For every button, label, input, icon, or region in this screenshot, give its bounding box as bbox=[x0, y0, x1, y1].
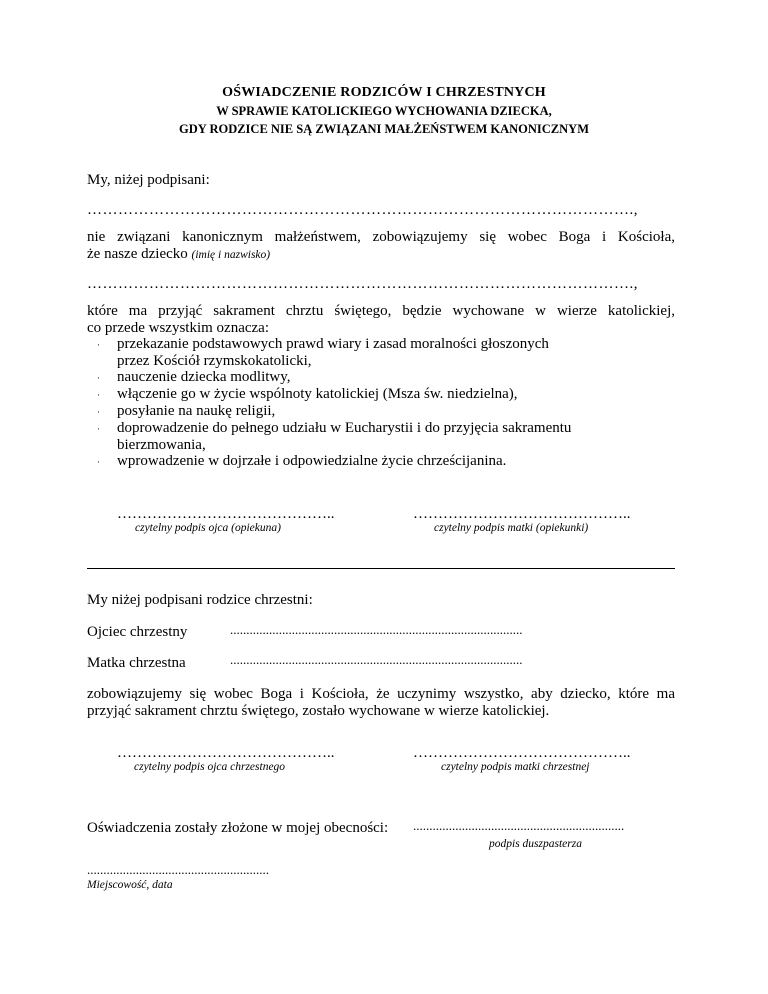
place-date-line: ........................................................ bbox=[87, 862, 269, 877]
list-item: włączenie go w życie wspólnoty katolickiej (Msza św. niedzielna), bbox=[117, 386, 518, 402]
priest-signature-label: podpis duszpasterza bbox=[489, 838, 582, 850]
paragraph-2-line-1: które ma przyjąć sakrament chrztu świętego, będzie wychowane w wierze katolickiej, bbox=[87, 303, 675, 319]
godfather-dotted-line: .......................................................................................... bbox=[230, 622, 523, 637]
list-item: doprowadzenie do pełnego udziału w Eucharystii i do przyjęcia sakramentu bbox=[117, 420, 572, 436]
list-item: przez Kościół rzymskokatolicki, bbox=[117, 353, 312, 369]
title-line-1: OŚWIADCZENIE RODZICÓW I CHRZESTNYCH bbox=[222, 85, 546, 100]
godmother-signature-line: …………………………………….. bbox=[413, 745, 631, 761]
bullet-3: · bbox=[97, 390, 100, 400]
dotted-line-child: ……………………………………………………………………………………………., bbox=[87, 276, 638, 292]
priest-signature-line: ................................................................. bbox=[413, 818, 625, 833]
list-item: posyłanie na naukę religii, bbox=[117, 403, 276, 419]
godparents-intro: My niżej podpisani rodzice chrzestni: bbox=[87, 592, 313, 608]
bullet-2: · bbox=[97, 373, 100, 383]
paragraph-1-text: że nasze dziecko bbox=[87, 246, 188, 262]
list-item: nauczenie dziecka modlitwy, bbox=[117, 369, 291, 385]
paragraph-1-line-2 bbox=[87, 246, 270, 263]
godfather-label: Ojciec chrzestny bbox=[87, 624, 188, 640]
godmother-label: Matka chrzestna bbox=[87, 655, 186, 671]
dotted-line-names: ……………………………………………………………………………………………., bbox=[87, 202, 638, 218]
child-name-note: (imię i nazwisko) bbox=[191, 249, 271, 261]
father-signature-line: …………………………………….. bbox=[117, 506, 335, 522]
bullet-1: · bbox=[97, 340, 100, 350]
bullet-5: · bbox=[97, 424, 100, 434]
godmother-signature-label: czytelny podpis matki chrzestnej bbox=[441, 761, 590, 773]
section-divider bbox=[87, 568, 675, 569]
bullet-6: · bbox=[97, 457, 100, 467]
list-item: przekazanie podstawowych prawd wiary i zasad moralności głoszonych bbox=[117, 336, 549, 352]
godfather-signature-line: …………………………………….. bbox=[117, 745, 335, 761]
mother-signature-label: czytelny podpis matki (opiekunki) bbox=[434, 522, 589, 534]
bullet-4: · bbox=[97, 407, 100, 417]
father-signature-label: czytelny podpis ojca (opiekuna) bbox=[135, 522, 281, 534]
list-item: bierzmowania, bbox=[117, 437, 206, 453]
paragraph-1-line-1: nie związani kanonicznym małżeństwem, zobowiązujemy się wobec Boga i Kościoła, bbox=[87, 229, 675, 245]
godmother-dotted-line: .......................................................................................... bbox=[230, 652, 523, 667]
presence-text: Oświadczenia zostały złożone w mojej obecności: bbox=[87, 820, 389, 836]
paragraph-3-line-2: przyjąć sakrament chrztu świętego, zostało wychowane w wierze katolickiej. bbox=[87, 703, 550, 719]
paragraph-2-line-2: co przede wszystkim oznacza: bbox=[87, 320, 269, 336]
intro-text: My, niżej podpisani: bbox=[87, 172, 210, 188]
title-line-3: GDY RODZICE NIE SĄ ZWIĄZANI MAŁŻEŃSTWEM KANONICZNYM bbox=[179, 122, 589, 136]
mother-signature-line: …………………………………….. bbox=[413, 506, 631, 522]
place-date-label: Miejscowość, data bbox=[87, 879, 173, 891]
list-item: wprowadzenie w dojrzałe i odpowiedzialne życie chrześcijanina. bbox=[117, 453, 507, 469]
title-line-2: W SPRAWIE KATOLICKIEGO WYCHOWANIA DZIECKA, bbox=[216, 104, 552, 118]
godfather-signature-label: czytelny podpis ojca chrzestnego bbox=[134, 761, 286, 773]
paragraph-3-line-1: zobowiązujemy się wobec Boga i Kościoła, że uczynimy wszystko, aby dziecko, które ma bbox=[87, 686, 675, 702]
